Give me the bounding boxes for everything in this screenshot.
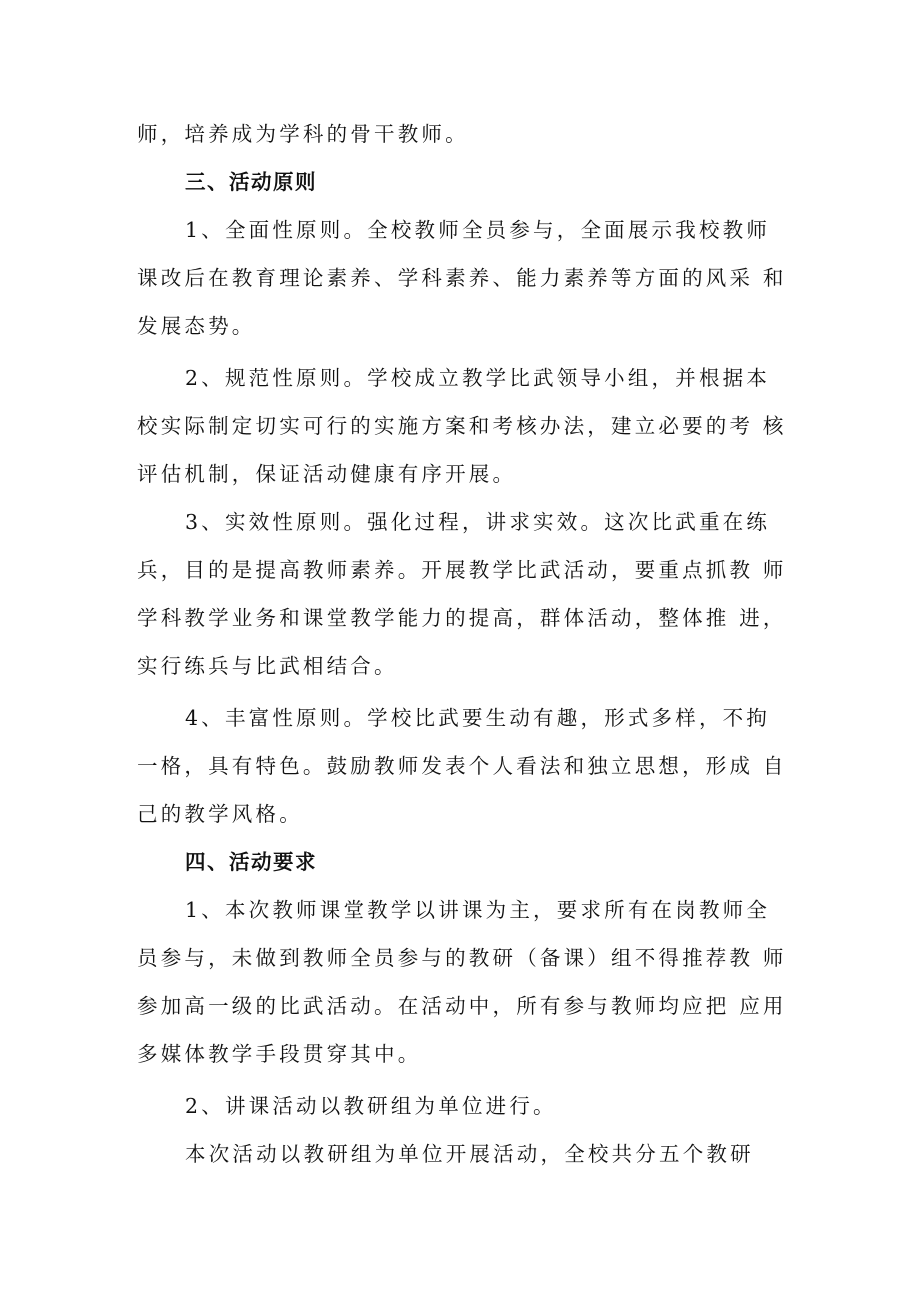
- paragraph-line: 本次活动以教研组为单位开展活动，全校共分五个教研: [185, 1142, 754, 1166]
- paragraph-line: 参加高一级的比武活动。在活动中，所有参与教师均应把 应用: [137, 994, 787, 1018]
- paragraph-line: 评估机制，保证活动健康有序开展。: [137, 462, 517, 486]
- paragraph-line: 学科教学业务和课堂教学能力的提高，群体活动，整体推 进，: [137, 606, 787, 630]
- document-page: [137, 110, 787, 1178]
- paragraph-requirement-2-detail: [137, 1130, 777, 1178]
- paragraph-line: 员参与，未做到教师全员参与的教研（备课）组不得推荐教 师: [137, 946, 787, 970]
- paragraph-line: 兵，目的是提高教师素养。开展教学比武活动，要重点抓教 师: [137, 558, 787, 582]
- paragraph-line: 己的教学风格。: [137, 802, 303, 826]
- paragraph-line: 一格，具有特色。鼓励教师发表个人看法和独立思想，形成 自: [137, 754, 787, 778]
- section-heading-requirements: 四、活动要求: [185, 850, 317, 874]
- paragraph-line: 课改后在教育理论素养、学科素养、能力素养等方面的风采 和: [137, 266, 787, 290]
- paragraph-principle-4: [137, 694, 787, 838]
- paragraph-line: 实行练兵与比武相结合。: [137, 654, 398, 678]
- paragraph-principle-1: [137, 206, 787, 350]
- paragraph-requirement-1: [137, 886, 787, 1078]
- section-heading-principles: 三、活动原则: [185, 170, 317, 194]
- paragraph-line: 4、丰富性原则。学校比武要生动有趣，形式多样，不拘: [185, 706, 771, 730]
- paragraph-line: 1、本次教师课堂教学以讲课为主，要求所有在岗教师全: [185, 898, 771, 922]
- paragraph-continuation-line: 师，培养成为学科的骨干教师。: [137, 122, 469, 146]
- paragraph-principle-3: [137, 498, 787, 690]
- paragraph-principle-2: [137, 354, 787, 498]
- paragraph-line: 1、全面性原则。全校教师全员参与，全面展示我校教师: [185, 218, 771, 242]
- paragraph-line: 多媒体教学手段贯穿其中。: [137, 1042, 422, 1066]
- paragraph-line: 校实际制定切实可行的实施方案和考核办法，建立必要的考 核: [137, 414, 787, 438]
- paragraph-line: 发展态势。: [137, 314, 256, 338]
- paragraph-line: 3、实效性原则。强化过程，讲求实效。这次比武重在练: [185, 510, 771, 534]
- paragraph-line: 2、规范性原则。学校成立教学比武领导小组，并根据本: [185, 366, 771, 390]
- paragraph-line: 2、讲课活动以教研组为单位进行。: [185, 1094, 557, 1118]
- paragraph-requirement-2: [137, 1082, 777, 1130]
